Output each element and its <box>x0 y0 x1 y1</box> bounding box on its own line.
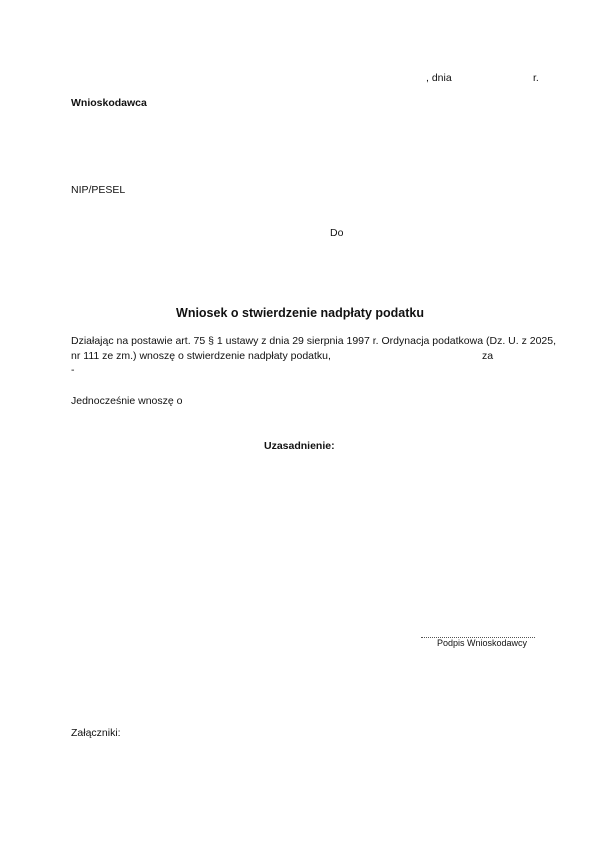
paragraph-dash: - <box>71 364 75 376</box>
date-dnia-text: , dnia <box>426 72 452 84</box>
attachments-label: Załączniki: <box>71 727 121 739</box>
paragraph-za: za <box>482 350 494 362</box>
request-line: Jednocześnie wnoszę o <box>71 395 183 407</box>
justification-heading: Uzasadnienie: <box>264 440 335 452</box>
paragraph-line-1: Działając na postawie art. 75 § 1 ustawy z dnia 29 sierpnia 1997 r. Ordynacja podatkowa (Dz. U. z 2025, <box>71 335 557 347</box>
signature-label: Podpis Wnioskodawcy <box>437 638 528 648</box>
date-line <box>426 72 546 86</box>
recipient-label: Do <box>330 227 344 239</box>
paragraph-line-2: nr 111 ze zm.) wnoszę o stwierdzenie nadpłaty podatku, <box>71 350 331 362</box>
document-title: Wniosek o stwierdzenie nadpłaty podatku <box>176 306 424 320</box>
applicant-label: Wnioskodawca <box>71 97 147 109</box>
nip-pesel-label: NIP/PESEL <box>71 184 126 196</box>
date-year-suffix: r. <box>533 72 539 84</box>
